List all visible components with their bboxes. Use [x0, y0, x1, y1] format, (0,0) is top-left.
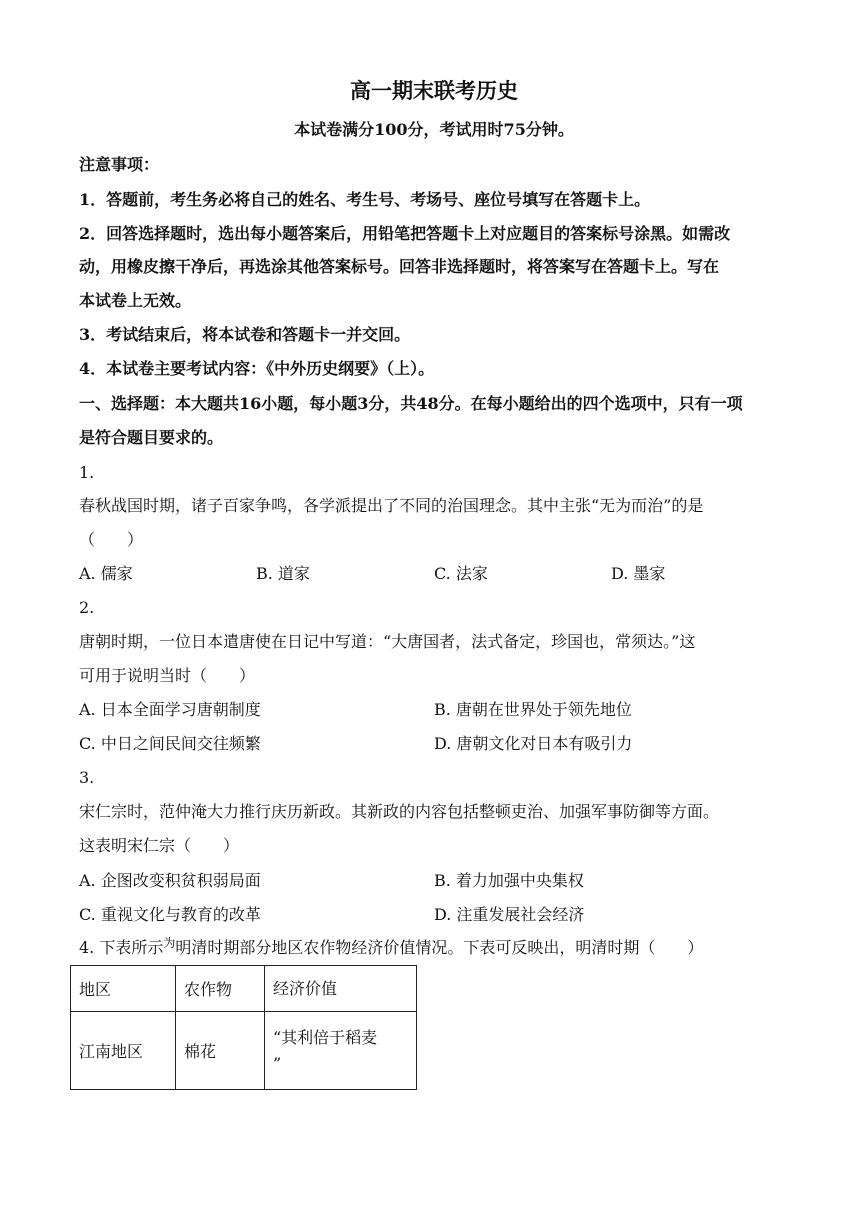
notice-item: 本试卷上无效。 [79, 291, 192, 310]
option-b: B. 道家 [256, 564, 310, 583]
question-number: 1. [79, 463, 95, 482]
table-header-cell: 地区 [71, 966, 176, 1012]
section-heading-cont: 是符合题目要求的。 [79, 428, 224, 447]
option-a: A. 儒家 [79, 564, 133, 583]
notice-item: 2．回答选择题时，选出每小题答案后，用铅笔把答题卡上对应题目的答案标号涂黑。如需改 [79, 224, 731, 243]
question-stem: 春秋战国时期，诸子百家争鸣，各学派提出了不同的治国理念。其中主张“无为而治”的是 [79, 496, 704, 515]
option-a: A. 日本全面学习唐朝制度 [79, 700, 261, 719]
question-number: 2. [79, 598, 95, 617]
table-cell: 江南地区 [71, 1012, 176, 1090]
option-b: B. 着力加强中央集权 [434, 871, 584, 890]
option-b: B. 唐朝在世界处于领先地位 [434, 700, 632, 719]
page-title: 高一期末联考历史 [350, 78, 518, 103]
question-stem: 这表明宋仁宗（ ） [79, 836, 240, 855]
notice-item: 动，用橡皮擦干净后，再选涂其他答案标号。回答非选择题时，将答案写在答题卡上。写在 [79, 257, 720, 276]
table-header-row [71, 966, 417, 1012]
table-header-cell: 经济价值 [265, 966, 417, 1012]
page-subtitle: 本试卷满分100分，考试用时75分钟。 [294, 120, 574, 139]
section-heading: 一、选择题：本大题共16小题，每小题3分，共48分。在每小题给出的四个选项中，只有一项 [79, 394, 743, 413]
option-d: D. 墨家 [611, 564, 666, 583]
question-stem: 可用于说明当时（ ） [79, 666, 256, 685]
question-stem-superscript: 为 [163, 936, 176, 950]
option-d: D. 唐朝文化对日本有吸引力 [434, 734, 633, 753]
notice-item: 4．本试卷主要考试内容：《中外历史纲要》（上）。 [79, 359, 435, 378]
option-c: C. 法家 [434, 564, 488, 583]
notice-item: 1．答题前，考生务必将自己的姓名、考生号、考场号、座位号填写在答题卡上。 [79, 190, 651, 209]
question-stem-end: 明清时期部分地区农作物经济价值情况。下表可反映出，明清时期（ ） [175, 938, 704, 957]
table-cell: 棉花 [176, 1012, 265, 1090]
table-cell-line: ” [273, 1053, 282, 1073]
question-number: 3. [79, 768, 95, 787]
option-d: D. 注重发展社会经济 [434, 905, 585, 924]
question-stem: 唐朝时期，一位日本遣唐使在日记中写道：“大唐国者，法式备定，珍国也，常须达。”这 [79, 632, 696, 651]
notice-item: 3．考试结束后，将本试卷和答题卡一并交回。 [79, 325, 411, 344]
table-cell [265, 1012, 417, 1090]
table-cell-line: “其利倍于稻麦 [273, 1027, 378, 1047]
notice-heading: 注意事项： [79, 155, 160, 174]
option-c: C. 中日之间民间交往频繁 [79, 734, 261, 753]
option-a: A. 企图改变积贫积弱局面 [79, 871, 261, 890]
table-header-cell: 农作物 [176, 966, 265, 1012]
question-stem [79, 938, 703, 959]
crop-value-table [70, 965, 417, 1090]
question-stem: （ ） [79, 530, 144, 549]
question-stem-start: 4. 下表所示 [79, 938, 164, 957]
option-c: C. 重视文化与教育的改革 [79, 905, 261, 924]
question-stem: 宋仁宗时，范仲淹大力推行庆历新政。其新政的内容包括整顿吏治、加强军事防御等方面。 [79, 802, 720, 821]
table-row [71, 1012, 417, 1090]
